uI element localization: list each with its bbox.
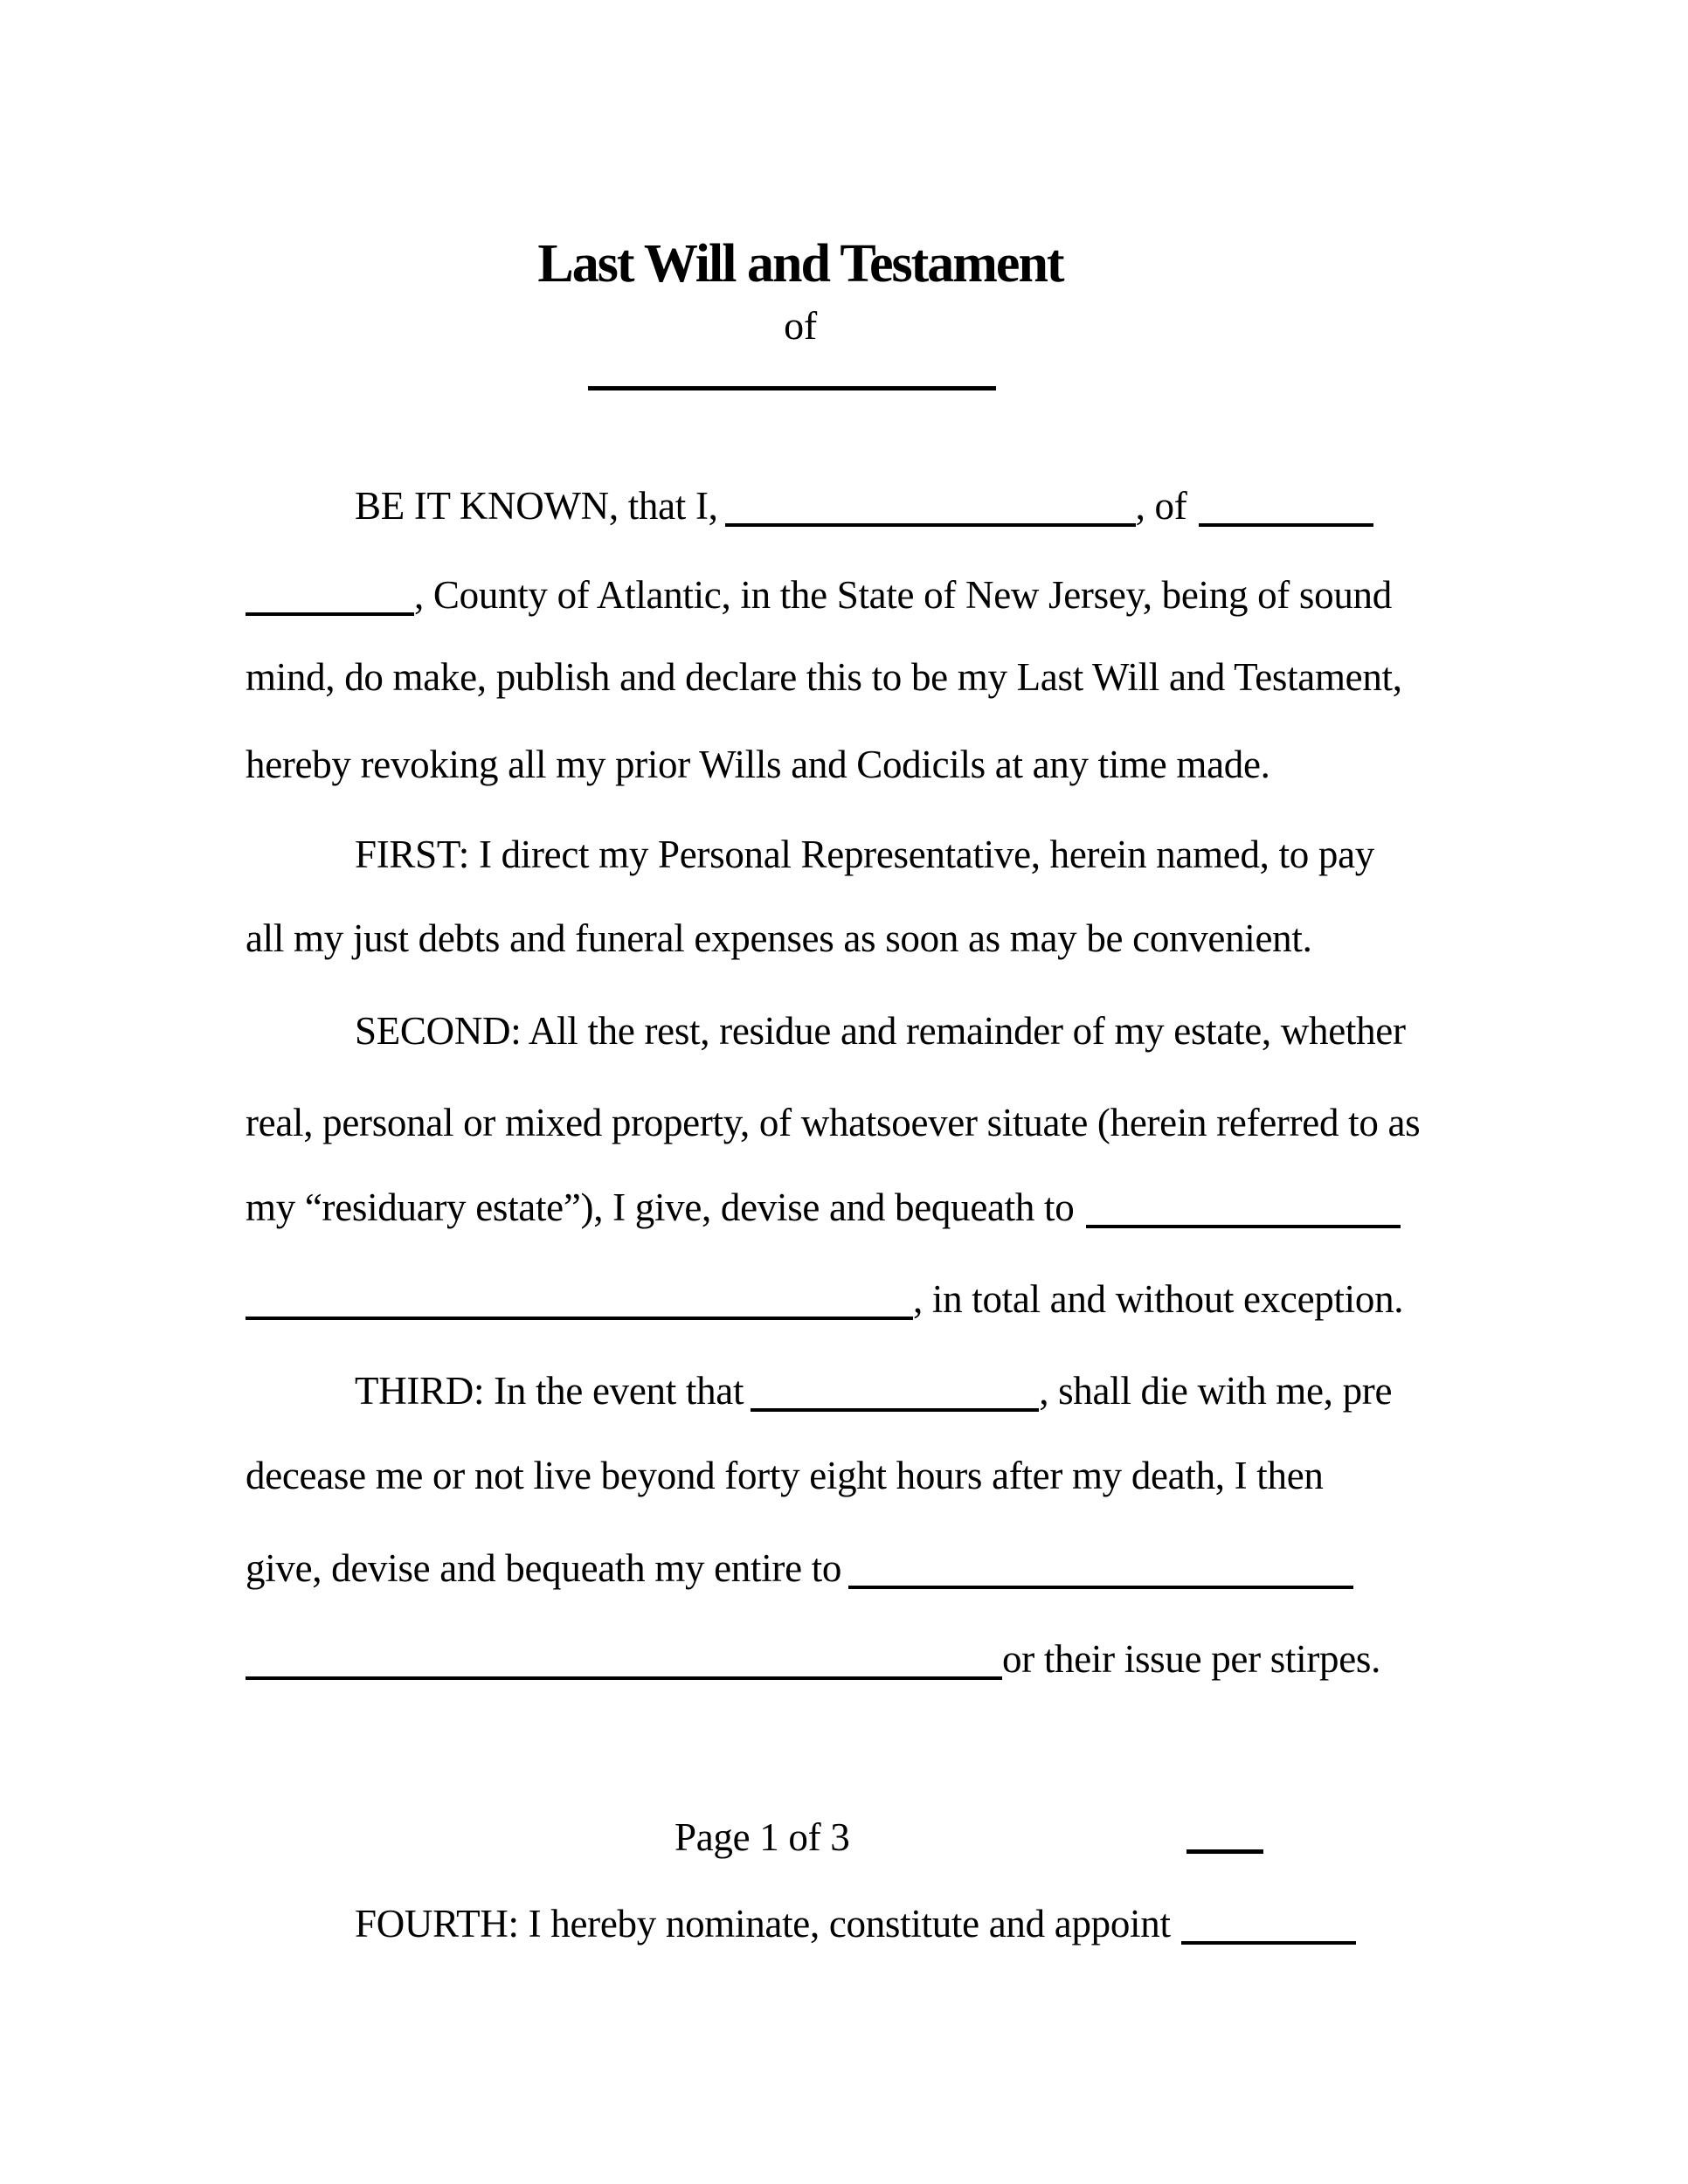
line-second-clause-4 [246, 1277, 1404, 1321]
page-number: Page 1 of 3 [675, 1815, 850, 1859]
blank-third-beneficiary [751, 1408, 1039, 1412]
blank-residuary-beneficiary-2 [246, 1317, 913, 1320]
line-county [246, 573, 1392, 617]
blank-residence-2 [246, 612, 414, 616]
line-text: my “residuary estate”), I give, devise and bequeath to [246, 1185, 1075, 1229]
title-of-label: of [784, 303, 817, 348]
line-text: THIRD: In the event that [355, 1369, 744, 1413]
line-text: FOURTH: I hereby nominate, constitute and appoint [355, 1902, 1171, 1946]
line-text: decease me or not live beyond forty eight hours after my death, I then [246, 1454, 1324, 1497]
blank-initials [1186, 1849, 1263, 1854]
line-text: FIRST: I direct my Personal Representative, herein named, to pay [355, 833, 1374, 876]
blank-residuary-beneficiary-1 [1086, 1225, 1401, 1228]
line-second-clause-2 [246, 1103, 1420, 1143]
blank-testator-name-title [588, 386, 996, 390]
line-text: , County of Atlantic, in the State of New Jersey, being of sound [414, 573, 1392, 617]
blank-residence-1 [1199, 523, 1373, 527]
blank-testator-name [725, 523, 1136, 527]
line-text: real, personal or mixed property, of whatsoever situate (herein referred to as [246, 1101, 1421, 1144]
line-text: SECOND: All the rest, residue and remainder of my estate, whether [355, 1009, 1406, 1053]
line-text: all my just debts and funeral expenses as soon as may be convenient. [246, 916, 1312, 960]
line-text: mind, do make, publish and declare this to be my Last Will and Testament, [246, 655, 1402, 699]
line-third-clause-4 [246, 1637, 1381, 1681]
line-second-clause-3 [246, 1185, 1401, 1229]
line-first-clause-1 [246, 835, 1374, 874]
document-title: Last Will and Testament [537, 234, 1063, 294]
line-second-clause-1 [246, 1009, 1406, 1053]
line-text: , shall die with me, pre [1039, 1369, 1393, 1413]
line-text: , in total and without exception. [913, 1277, 1404, 1321]
line-text: BE IT KNOWN, that I, [355, 484, 718, 528]
line-be-it-known [246, 484, 1373, 528]
line-text: , of [1135, 484, 1187, 528]
blank-alternate-beneficiary-1 [848, 1586, 1353, 1589]
line-text: hereby revoking all my prior Wills and Codicils at any time made. [246, 743, 1270, 786]
blank-alternate-beneficiary-2 [246, 1676, 1002, 1680]
line-fourth-clause-1 [246, 1904, 1356, 1945]
line-declaration-2 [246, 745, 1270, 784]
line-text: give, devise and bequeath my entire to [246, 1546, 842, 1590]
line-third-clause-1 [246, 1369, 1393, 1413]
blank-executor-name [1181, 1941, 1356, 1945]
line-declaration-1 [246, 655, 1402, 699]
line-third-clause-2 [246, 1456, 1324, 1496]
line-first-clause-2 [246, 916, 1312, 960]
line-text: or their issue per stirpes. [1002, 1637, 1381, 1681]
line-third-clause-3 [246, 1546, 1353, 1590]
